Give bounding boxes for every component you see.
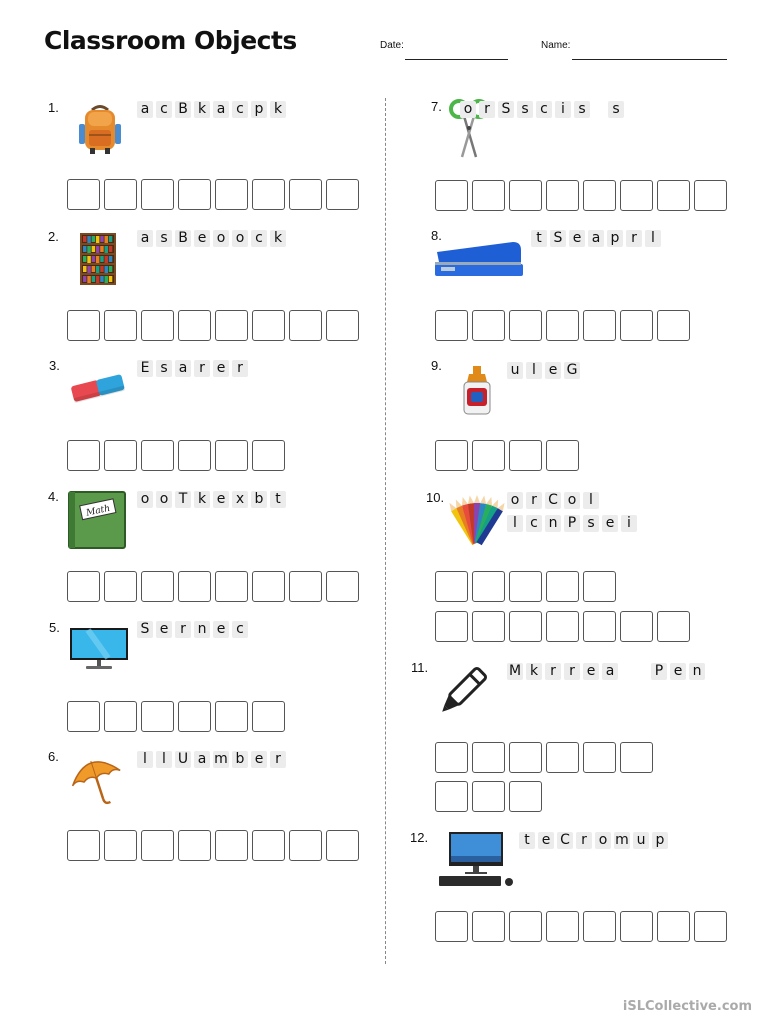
- answer-box[interactable]: [472, 742, 505, 773]
- answer-box[interactable]: [215, 179, 248, 210]
- answer-box[interactable]: [435, 180, 468, 211]
- letter-tile: r: [270, 751, 286, 768]
- letter-tile: U: [175, 751, 191, 768]
- letter-tile: e: [538, 832, 554, 849]
- letter-tile: r: [526, 492, 542, 509]
- letter-tile: a: [588, 230, 604, 247]
- answer-box[interactable]: [472, 611, 505, 642]
- answer-box[interactable]: [472, 571, 505, 602]
- letter-tile: o: [595, 832, 611, 849]
- letter-tile: l: [645, 230, 661, 247]
- letter-tile: l: [583, 492, 599, 509]
- letter-tile: a: [137, 230, 153, 247]
- answer-boxes: [67, 701, 285, 732]
- letter-tile: l: [137, 751, 153, 768]
- scrambled-letters: [507, 492, 599, 509]
- letter-tile: T: [175, 491, 191, 508]
- answer-box[interactable]: [509, 742, 542, 773]
- scrambled-letters: [137, 101, 286, 118]
- answer-box[interactable]: [215, 701, 248, 732]
- letter-tile: c: [536, 101, 552, 118]
- answer-box[interactable]: [104, 179, 137, 210]
- answer-box[interactable]: [509, 571, 542, 602]
- letter-tile: m: [615, 832, 629, 848]
- answer-boxes: [67, 830, 359, 861]
- letter-tile: a: [137, 101, 153, 118]
- date-label: Date:: [380, 40, 404, 51]
- answer-boxes: [435, 911, 727, 942]
- answer-box[interactable]: [694, 911, 727, 942]
- answer-box[interactable]: [67, 310, 100, 341]
- answer-box[interactable]: [472, 310, 505, 341]
- answer-box[interactable]: [472, 911, 505, 942]
- letter-tile: r: [576, 832, 592, 849]
- item-number: 2.: [48, 229, 59, 244]
- answer-box[interactable]: [141, 179, 174, 210]
- answer-box[interactable]: [252, 701, 285, 732]
- letter-tile: S: [550, 230, 566, 247]
- letter-tile: l: [507, 515, 523, 532]
- letter-tile: a: [213, 101, 229, 118]
- answer-box[interactable]: [546, 742, 579, 773]
- answer-box[interactable]: [104, 310, 137, 341]
- answer-box[interactable]: [435, 310, 468, 341]
- letter-tile: e: [569, 230, 585, 247]
- answer-box[interactable]: [289, 179, 322, 210]
- letter-tile: i: [555, 101, 571, 118]
- answer-box[interactable]: [546, 611, 579, 642]
- answer-box[interactable]: [178, 701, 211, 732]
- column-divider: [385, 98, 386, 964]
- answer-box[interactable]: [435, 742, 468, 773]
- scrambled-letters: [519, 832, 668, 849]
- answer-box[interactable]: [546, 180, 579, 211]
- scrambled-letters: [531, 230, 661, 247]
- letter-tile: G: [564, 362, 580, 379]
- letter-tile: C: [545, 492, 561, 509]
- answer-boxes: [435, 180, 727, 211]
- letter-tile: o: [460, 101, 476, 118]
- answer-box[interactable]: [509, 310, 542, 341]
- answer-box[interactable]: [104, 701, 137, 732]
- letter-tile: M: [508, 663, 522, 679]
- answer-box[interactable]: [620, 742, 653, 773]
- date-field[interactable]: [405, 59, 508, 60]
- answer-box[interactable]: [178, 571, 211, 602]
- letter-tile: c: [232, 101, 248, 118]
- letter-tile: [593, 101, 605, 118]
- scrambled-letters: [507, 362, 580, 379]
- answer-box[interactable]: [67, 701, 100, 732]
- answer-box[interactable]: [546, 571, 579, 602]
- letter-tile: p: [251, 101, 267, 118]
- answer-box[interactable]: [583, 571, 616, 602]
- answer-box[interactable]: [546, 911, 579, 942]
- answer-box[interactable]: [104, 440, 137, 471]
- answer-box[interactable]: [583, 180, 616, 211]
- marker-pen-icon: [433, 662, 491, 722]
- answer-box[interactable]: [657, 911, 690, 942]
- letter-tile: o: [507, 492, 523, 509]
- scrambled-letters: [507, 663, 705, 680]
- letter-tile: n: [689, 663, 705, 680]
- letter-tile: l: [526, 362, 542, 379]
- letter-tile: e: [156, 621, 172, 638]
- letter-tile: r: [626, 230, 642, 247]
- letter-tile: c: [232, 621, 248, 638]
- answer-box[interactable]: [178, 310, 211, 341]
- letter-tile: r: [564, 663, 580, 680]
- answer-box[interactable]: [620, 911, 653, 942]
- name-field[interactable]: [572, 59, 727, 60]
- letter-tile: a: [194, 751, 210, 768]
- letter-tile: e: [213, 491, 229, 508]
- letter-tile: k: [270, 101, 286, 118]
- answer-boxes: [67, 440, 285, 471]
- backpack-icon: [76, 104, 124, 156]
- letter-tile: k: [194, 491, 210, 508]
- answer-box[interactable]: [472, 781, 505, 812]
- letter-tile: [636, 663, 648, 680]
- answer-box[interactable]: [435, 611, 468, 642]
- letter-tile: u: [633, 832, 649, 849]
- answer-box[interactable]: [252, 310, 285, 341]
- glue-icon: [458, 364, 496, 416]
- letter-tile: n: [545, 515, 561, 532]
- answer-box[interactable]: [472, 440, 505, 471]
- answer-box[interactable]: [326, 830, 359, 861]
- answer-box[interactable]: [583, 310, 616, 341]
- answer-box[interactable]: [215, 310, 248, 341]
- scrambled-letters: [137, 360, 248, 377]
- answer-boxes: [435, 571, 616, 602]
- letter-tile: r: [175, 621, 191, 638]
- answer-box[interactable]: [509, 440, 542, 471]
- answer-box[interactable]: [252, 440, 285, 471]
- watermark: iSLCollective.com: [622, 999, 752, 1014]
- letter-tile: s: [608, 101, 624, 118]
- answer-box[interactable]: [67, 440, 100, 471]
- item-number: 9.: [431, 358, 442, 373]
- letter-tile: k: [526, 663, 542, 680]
- answer-box[interactable]: [583, 911, 616, 942]
- answer-boxes: [435, 781, 542, 812]
- answer-box[interactable]: [435, 440, 468, 471]
- letter-tile: u: [507, 362, 523, 379]
- answer-box[interactable]: [435, 911, 468, 942]
- letter-tile: c: [251, 230, 267, 247]
- answer-box[interactable]: [472, 180, 505, 211]
- answer-box[interactable]: [546, 440, 579, 471]
- item-number: 4.: [48, 489, 59, 504]
- item-number: 3.: [49, 358, 60, 373]
- answer-box[interactable]: [657, 180, 690, 211]
- answer-box[interactable]: [289, 571, 322, 602]
- letter-tile: e: [194, 230, 210, 247]
- answer-box[interactable]: [67, 179, 100, 210]
- letter-tile: r: [479, 101, 495, 118]
- answer-boxes: [435, 742, 653, 773]
- letter-tile: l: [156, 751, 172, 768]
- answer-box[interactable]: [141, 701, 174, 732]
- answer-box[interactable]: [252, 830, 285, 861]
- letter-tile: E: [137, 360, 153, 377]
- answer-boxes: [67, 571, 359, 602]
- letter-tile: x: [232, 491, 248, 508]
- letter-tile: P: [564, 515, 580, 532]
- letter-tile: t: [531, 230, 547, 247]
- answer-box[interactable]: [141, 830, 174, 861]
- letter-tile: r: [232, 360, 248, 377]
- item-number: 11.: [411, 660, 429, 675]
- answer-box[interactable]: [694, 180, 727, 211]
- letter-tile: r: [545, 663, 561, 680]
- answer-box[interactable]: [178, 830, 211, 861]
- answer-box[interactable]: [546, 310, 579, 341]
- answer-box[interactable]: [509, 611, 542, 642]
- answer-boxes: [435, 611, 690, 642]
- scrambled-letters: [460, 101, 624, 118]
- letter-tile: e: [213, 360, 229, 377]
- item-number: 6.: [48, 749, 59, 764]
- textbook-icon: [67, 490, 129, 550]
- answer-box[interactable]: [141, 440, 174, 471]
- letter-tile: o: [156, 491, 172, 508]
- answer-boxes: [435, 310, 690, 341]
- letter-tile: c: [156, 101, 172, 118]
- colored-pencils-icon: [448, 493, 506, 547]
- letter-tile: k: [270, 230, 286, 247]
- letter-tile: e: [583, 663, 599, 680]
- scrambled-letters: [507, 515, 637, 532]
- letter-tile: B: [175, 101, 191, 118]
- eraser-icon: [68, 370, 128, 408]
- answer-boxes: [67, 179, 359, 210]
- answer-boxes: [67, 310, 359, 341]
- umbrella-icon: [68, 752, 126, 808]
- letter-tile: r: [194, 360, 210, 377]
- scrambled-letters: [137, 491, 286, 508]
- computer-icon: [435, 830, 517, 890]
- letter-tile: s: [574, 101, 590, 118]
- answer-box[interactable]: [289, 310, 322, 341]
- item-number: 10.: [426, 490, 445, 505]
- answer-box[interactable]: [657, 611, 690, 642]
- answer-box[interactable]: [509, 180, 542, 211]
- letter-tile: e: [251, 751, 267, 768]
- stapler-icon: [433, 236, 525, 280]
- answer-box[interactable]: [104, 571, 137, 602]
- letter-tile: S: [498, 101, 514, 118]
- item-number: 7.: [431, 99, 442, 114]
- answer-boxes: [435, 440, 579, 471]
- answer-box[interactable]: [435, 571, 468, 602]
- letter-tile: o: [137, 491, 153, 508]
- letter-tile: n: [194, 621, 210, 638]
- letter-tile: b: [232, 751, 248, 768]
- answer-box[interactable]: [583, 742, 616, 773]
- answer-box[interactable]: [620, 611, 653, 642]
- letter-tile: S: [137, 621, 153, 638]
- bookcase-icon: [79, 232, 117, 286]
- letter-tile: o: [232, 230, 248, 247]
- letter-tile: s: [583, 515, 599, 532]
- item-number: 12.: [410, 830, 429, 845]
- answer-box[interactable]: [141, 571, 174, 602]
- answer-box[interactable]: [326, 310, 359, 341]
- answer-box[interactable]: [215, 830, 248, 861]
- letter-tile: a: [602, 663, 618, 680]
- page-title: Classroom Objects: [44, 26, 297, 55]
- answer-box[interactable]: [657, 310, 690, 341]
- letter-tile: s: [517, 101, 533, 118]
- answer-box[interactable]: [178, 179, 211, 210]
- letter-tile: C: [557, 832, 573, 849]
- answer-box[interactable]: [215, 571, 248, 602]
- letter-tile: i: [621, 515, 637, 532]
- answer-box[interactable]: [509, 911, 542, 942]
- answer-box[interactable]: [252, 179, 285, 210]
- letter-tile: b: [251, 491, 267, 508]
- answer-box[interactable]: [289, 830, 322, 861]
- answer-box[interactable]: [326, 179, 359, 210]
- scrambled-letters: [137, 621, 248, 638]
- letter-tile: c: [526, 515, 542, 532]
- scrambled-letters: [137, 751, 286, 768]
- letter-tile: p: [607, 230, 623, 247]
- letter-tile: o: [213, 230, 229, 247]
- letter-tile: [621, 663, 633, 680]
- item-number: 5.: [49, 620, 60, 635]
- answer-box[interactable]: [67, 571, 100, 602]
- answer-box[interactable]: [509, 781, 542, 812]
- answer-box[interactable]: [435, 781, 468, 812]
- answer-box[interactable]: [104, 830, 137, 861]
- answer-box[interactable]: [620, 310, 653, 341]
- letter-tile: o: [564, 492, 580, 509]
- letter-tile: s: [156, 360, 172, 377]
- item-number: 1.: [48, 100, 59, 115]
- letter-tile: p: [652, 832, 668, 849]
- answer-box[interactable]: [215, 440, 248, 471]
- letter-tile: e: [213, 621, 229, 638]
- letter-tile: e: [670, 663, 686, 680]
- screen-icon: [68, 624, 130, 672]
- letter-tile: a: [175, 360, 191, 377]
- name-label: Name:: [541, 40, 571, 51]
- answer-box[interactable]: [252, 571, 285, 602]
- item-number: 8.: [431, 228, 442, 243]
- letter-tile: s: [156, 230, 172, 247]
- answer-box[interactable]: [141, 310, 174, 341]
- answer-box[interactable]: [326, 571, 359, 602]
- answer-box[interactable]: [178, 440, 211, 471]
- letter-tile: t: [519, 832, 535, 849]
- letter-tile: e: [602, 515, 618, 532]
- letter-tile: e: [545, 362, 561, 379]
- scrambled-letters: [137, 230, 286, 247]
- answer-box[interactable]: [620, 180, 653, 211]
- letter-tile: k: [194, 101, 210, 118]
- answer-box[interactable]: [583, 611, 616, 642]
- letter-tile: t: [270, 491, 286, 508]
- letter-tile: B: [175, 230, 191, 247]
- answer-box[interactable]: [67, 830, 100, 861]
- letter-tile: m: [214, 751, 228, 767]
- letter-tile: P: [651, 663, 667, 680]
- svg-text:Math: Math: [85, 503, 112, 519]
